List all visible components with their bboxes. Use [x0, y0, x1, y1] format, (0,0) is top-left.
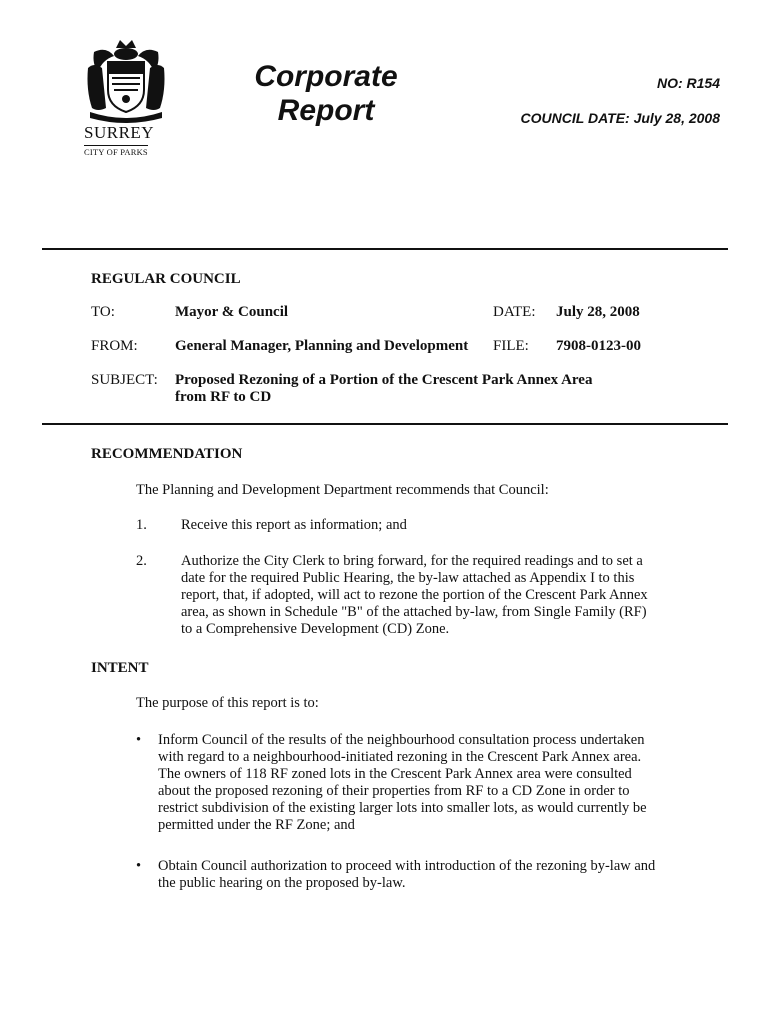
intent-bullet-line: the public hearing on the proposed by-law.: [158, 875, 406, 891]
council-date: [521, 110, 720, 126]
recommendation-heading: RECOMMENDATION: [91, 446, 243, 462]
council-date-label: COUNCIL DATE:: [520, 110, 630, 126]
intent-heading: INTENT: [91, 660, 149, 676]
logo-wordmark: SURREY: [84, 123, 155, 142]
file-label: FILE:: [493, 338, 529, 354]
intent-bullet-line: about the proposed rezoning of their properties from RF to a CD Zone in order to: [158, 783, 630, 799]
file-value: 7908-0123-00: [556, 338, 641, 354]
to-label: TO:: [91, 304, 115, 320]
recommendation-item-line: Authorize the City Clerk to bring forward, for the required readings and to set a: [181, 553, 643, 569]
recommendation-item-line: date for the required Public Hearing, the by-law attached as Appendix I to this: [181, 570, 635, 586]
meeting-type: REGULAR COUNCIL: [91, 271, 241, 287]
city-crest-icon: [84, 38, 168, 124]
report-number-label: NO:: [656, 75, 683, 91]
memo-divider: [42, 423, 728, 425]
recommendation-item-line: area, as shown in Schedule "B" of the attached by-law, from Single Family (RF): [181, 604, 647, 620]
intent-bullet-line: Inform Council of the results of the neighbourhood consultation process undertaken: [158, 732, 645, 748]
intent-intro: The purpose of this report is to:: [136, 695, 319, 711]
intent-bullet-2: [158, 858, 655, 892]
subject-line-1: Proposed Rezoning of a Portion of the Crescent Park Annex Area: [175, 372, 593, 388]
intent-bullet-1: [158, 732, 647, 834]
recommendation-item-num: 1.: [136, 517, 147, 533]
date-label: DATE:: [493, 304, 536, 320]
intent-bullet-line: permitted under the RF Zone; and: [158, 817, 355, 833]
recommendation-intro: The Planning and Development Department recommends that Council:: [136, 482, 549, 498]
date-value: July 28, 2008: [556, 304, 640, 320]
report-title: [226, 60, 426, 128]
bullet-icon: •: [136, 732, 142, 748]
recommendation-item-line: Receive this report as information; and: [181, 517, 407, 533]
to-value: Mayor & Council: [175, 304, 289, 320]
council-date-value: July 28, 2008: [633, 110, 720, 126]
intent-bullet-line: restrict subdivision of the existing larger lots into smaller lots, as would currently be: [158, 800, 647, 816]
recommendation-item-2: [181, 553, 648, 638]
city-logo: [84, 38, 168, 168]
from-label: FROM:: [91, 338, 138, 354]
from-value: General Manager, Planning and Development: [175, 338, 469, 354]
report-title-line-2: Report: [277, 94, 375, 127]
report-number: [657, 75, 720, 91]
intent-bullet-line: with regard to a neighbourhood-initiated rezoning in the Crescent Park Annex area.: [158, 749, 642, 765]
recommendation-item-line: report, that, if adopted, will act to rezone the portion of the Crescent Park Annex: [181, 587, 648, 603]
recommendation-item-line: to a Comprehensive Development (CD) Zone.: [181, 621, 450, 637]
header-divider: [42, 248, 728, 250]
logo-tagline: CITY OF PARKS: [84, 147, 148, 157]
subject-line-2: from RF to CD: [175, 389, 272, 405]
intent-bullet-line: Obtain Council authorization to proceed with introduction of the rezoning by-law and: [158, 858, 656, 874]
subject-label: SUBJECT:: [91, 372, 158, 388]
report-title-line-1: Corporate: [254, 60, 398, 93]
recommendation-item-1: [181, 517, 407, 534]
report-number-value: R154: [686, 75, 720, 91]
bullet-icon: •: [136, 858, 142, 874]
intent-bullet-line: The owners of 118 RF zoned lots in the Crescent Park Annex area were consulted: [158, 766, 632, 782]
recommendation-item-num: 2.: [136, 553, 147, 569]
